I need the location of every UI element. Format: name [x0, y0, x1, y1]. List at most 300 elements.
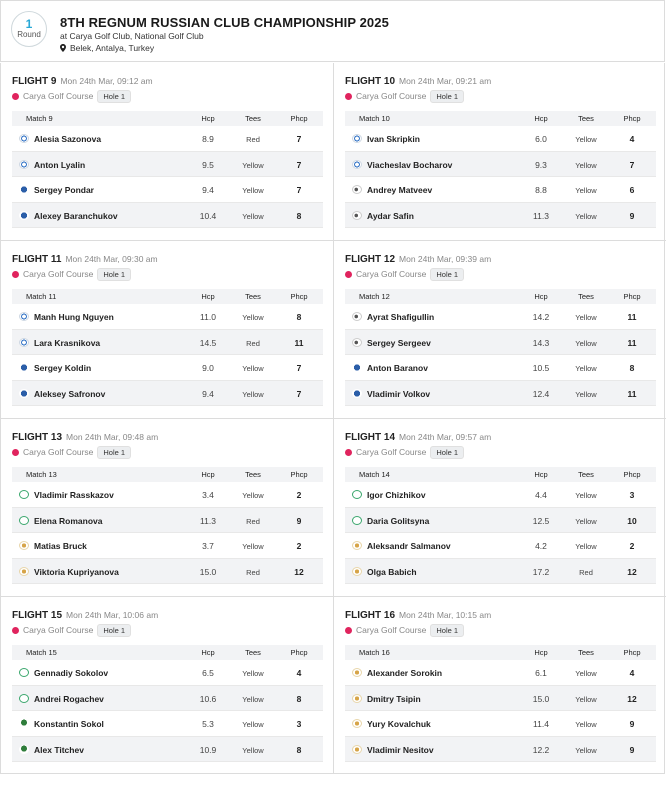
player-row[interactable] — [345, 660, 656, 686]
player-row[interactable] — [345, 686, 656, 712]
player-hcp: 17.2 — [532, 566, 550, 577]
player-tees: Red — [579, 567, 593, 577]
flight-card[interactable] — [334, 241, 666, 418]
flight-name: FLIGHT 15 — [12, 610, 63, 621]
player-tees: Yellow — [575, 135, 597, 144]
flag-icon — [352, 160, 362, 169]
player-name[interactable]: Yury Kovalchuk — [367, 719, 431, 729]
hcp-header: Hcp — [534, 470, 548, 479]
player-name[interactable]: Igor Chizhikov — [367, 490, 426, 500]
player-row[interactable] — [12, 330, 323, 356]
flight-header — [12, 432, 158, 443]
course-line — [345, 90, 464, 103]
player-hcp: 3.4 — [202, 490, 214, 500]
crest-icon — [352, 745, 362, 754]
course-dot-icon — [12, 449, 19, 456]
flight-name: FLIGHT 12 — [345, 254, 396, 265]
player-name[interactable]: Vladimir Volkov — [367, 388, 431, 399]
player-name[interactable]: Elena Romanova — [34, 515, 103, 526]
phcp-header: Phcp — [290, 470, 308, 479]
player-hcp: 11.3 — [200, 515, 216, 526]
player-tees: Yellow — [242, 389, 264, 399]
player-name[interactable]: Viacheslav Bocharov — [367, 159, 453, 170]
player-phcp: 8 — [296, 693, 302, 704]
player-name[interactable]: Viktoria Kupriyanova — [34, 566, 119, 577]
club-icon — [352, 389, 362, 398]
player-name[interactable]: Andrey Matveev — [367, 185, 433, 195]
ring-icon — [19, 694, 29, 703]
bird-icon — [352, 338, 362, 347]
player-phcp: 11 — [627, 388, 637, 399]
player-name[interactable]: Sergey Koldin — [34, 363, 92, 373]
player-phcp: 12 — [627, 566, 637, 577]
player-hcp: 11.3 — [533, 210, 549, 221]
flight-card[interactable] — [1, 597, 333, 774]
hole-badge: Hole 1 — [430, 446, 464, 459]
player-phcp: 11 — [627, 337, 637, 348]
hcp-header: Hcp — [201, 470, 215, 479]
player-name[interactable]: Manh Hung Nguyen — [34, 312, 114, 322]
match-label: Match 12 — [359, 292, 390, 301]
player-phcp: 3 — [296, 719, 302, 729]
player-tees: Yellow — [242, 160, 264, 170]
player-row[interactable] — [12, 559, 323, 585]
player-row[interactable] — [12, 711, 323, 737]
bird-icon — [352, 185, 362, 194]
player-phcp: 2 — [629, 541, 635, 551]
player-row[interactable] — [345, 737, 656, 763]
match-table — [12, 111, 323, 228]
player-name[interactable]: Aleksey Safronov — [34, 388, 106, 399]
player-phcp: 9 — [296, 515, 302, 526]
course-name: Carya Golf Course — [356, 625, 427, 635]
course-dot-icon — [345, 93, 352, 100]
flight-header — [345, 254, 491, 265]
match-label: Match 10 — [359, 114, 390, 123]
player-phcp: 2 — [296, 490, 302, 500]
player-tees: Yellow — [242, 694, 264, 704]
match-label: Match 9 — [26, 114, 53, 123]
crest-icon — [352, 694, 362, 703]
player-name[interactable]: Alexey Baranchukov — [34, 210, 118, 221]
player-hcp: 9.3 — [535, 159, 547, 170]
player-row[interactable] — [345, 533, 656, 559]
player-name[interactable]: Alexander Sorokin — [367, 668, 443, 678]
player-hcp: 9.5 — [202, 159, 214, 170]
tees-header: Tees — [578, 470, 594, 479]
flight-time: Mon 24th Mar, 09:57 am — [399, 432, 492, 442]
flag-icon — [19, 160, 29, 169]
phcp-header: Phcp — [623, 292, 641, 301]
player-name[interactable]: Olga Babich — [367, 566, 417, 577]
course-line — [12, 268, 131, 281]
person-icon — [19, 745, 29, 754]
course-dot-icon — [345, 449, 352, 456]
player-tees: Yellow — [242, 745, 264, 755]
course-name: Carya Golf Course — [23, 625, 94, 635]
ring-icon — [352, 490, 362, 499]
player-phcp: 2 — [296, 541, 302, 551]
flight-name: FLIGHT 11 — [12, 254, 62, 265]
hole-badge: Hole 1 — [97, 90, 131, 103]
player-phcp: 12 — [294, 566, 304, 577]
round-header — [0, 0, 665, 62]
round-badge — [11, 11, 47, 47]
player-row[interactable] — [12, 482, 323, 508]
flight-header — [345, 610, 491, 621]
flight-time: Mon 24th Mar, 09:39 am — [399, 254, 492, 264]
player-hcp: 15.0 — [532, 693, 550, 704]
player-row[interactable] — [345, 711, 656, 737]
player-phcp: 8 — [296, 210, 302, 221]
player-hcp: 12.2 — [532, 744, 550, 755]
player-row[interactable] — [12, 508, 323, 534]
player-row[interactable] — [12, 355, 323, 381]
player-phcp: 11 — [627, 312, 637, 322]
flight-name: FLIGHT 9 — [12, 76, 57, 87]
player-tees: Yellow — [242, 186, 264, 195]
player-tees: Yellow — [575, 389, 597, 399]
table-header — [345, 111, 656, 126]
player-phcp: 7 — [296, 363, 302, 373]
flight-header — [345, 432, 491, 443]
player-hcp: 6.5 — [202, 668, 214, 678]
player-tees: Yellow — [242, 313, 264, 322]
player-tees: Red — [246, 567, 260, 577]
player-row[interactable] — [345, 152, 656, 178]
flight-header — [345, 76, 491, 87]
phcp-header: Phcp — [290, 114, 308, 123]
course-dot-icon — [345, 627, 352, 634]
player-row[interactable] — [12, 381, 323, 407]
match-label: Match 15 — [26, 648, 57, 657]
player-row[interactable] — [12, 177, 323, 203]
match-table — [345, 111, 656, 228]
phcp-header: Phcp — [290, 648, 308, 657]
player-name[interactable]: Andrei Rogachev — [34, 693, 104, 704]
player-phcp: 8 — [296, 744, 302, 755]
player-phcp: 4 — [629, 668, 635, 678]
player-name[interactable]: Dmitry Tsipin — [367, 693, 421, 704]
course-line — [345, 624, 464, 637]
match-table — [345, 289, 656, 406]
club-icon — [352, 363, 362, 372]
course-dot-icon — [12, 271, 19, 278]
player-row[interactable] — [12, 126, 323, 152]
player-tees: Yellow — [575, 313, 597, 322]
match-table — [345, 467, 656, 584]
player-phcp: 3 — [629, 490, 635, 500]
player-hcp: 10.4 — [199, 210, 217, 221]
player-tees: Yellow — [575, 160, 597, 170]
player-phcp: 8 — [296, 312, 302, 322]
tees-header: Tees — [245, 470, 261, 479]
flag-icon — [19, 134, 29, 143]
table-header — [12, 645, 323, 660]
player-phcp: 11 — [294, 337, 304, 348]
table-header — [12, 467, 323, 482]
flight-time: Mon 24th Mar, 10:06 am — [66, 610, 159, 620]
player-hcp: 9.4 — [202, 185, 214, 195]
crest-icon — [352, 668, 362, 677]
tees-header: Tees — [245, 114, 261, 123]
player-name[interactable]: Aleksandr Salmanov — [367, 541, 451, 551]
crest-icon — [352, 541, 362, 550]
course-line — [12, 446, 131, 459]
player-tees: Yellow — [575, 669, 597, 678]
flight-header — [12, 254, 158, 265]
player-name[interactable]: Anton Baranov — [367, 363, 428, 373]
player-name[interactable]: Anton Lyalin — [34, 159, 86, 170]
match-label: Match 14 — [359, 470, 390, 479]
course-name: Carya Golf Course — [23, 269, 94, 279]
bird-icon — [352, 211, 362, 220]
bird-icon — [352, 312, 362, 321]
player-phcp: 7 — [296, 185, 302, 195]
player-phcp: 7 — [296, 134, 302, 144]
player-row[interactable] — [12, 152, 323, 178]
hcp-header: Hcp — [534, 292, 548, 301]
table-header — [345, 645, 656, 660]
phcp-header: Phcp — [623, 648, 641, 657]
player-hcp: 6.0 — [535, 134, 547, 144]
player-row[interactable] — [345, 330, 656, 356]
tees-header: Tees — [245, 648, 261, 657]
flight-time: Mon 24th Mar, 10:15 am — [399, 610, 492, 620]
venue-text: at Carya Golf Club, National Golf Club — [60, 31, 204, 41]
flight-time: Mon 24th Mar, 09:30 am — [65, 254, 158, 264]
player-phcp: 7 — [296, 159, 302, 170]
player-phcp: 9 — [629, 719, 635, 729]
hcp-header: Hcp — [201, 292, 215, 301]
player-hcp: 6.1 — [535, 668, 547, 678]
match-label: Match 11 — [26, 292, 57, 301]
player-row[interactable] — [345, 203, 656, 229]
player-hcp: 11.0 — [200, 312, 216, 322]
flight-name: FLIGHT 14 — [345, 432, 396, 443]
flight-name: FLIGHT 10 — [345, 76, 396, 87]
player-phcp: 8 — [629, 363, 635, 373]
player-tees: Yellow — [242, 669, 264, 678]
player-hcp: 9.0 — [202, 363, 214, 373]
player-row[interactable] — [345, 304, 656, 330]
player-hcp: 14.5 — [199, 337, 217, 348]
player-name[interactable]: Alex Titchev — [34, 744, 84, 755]
player-name[interactable]: Daria Golitsyna — [367, 515, 430, 526]
player-row[interactable] — [12, 737, 323, 763]
player-row[interactable] — [12, 660, 323, 686]
phcp-header: Phcp — [290, 292, 308, 301]
player-row[interactable] — [345, 126, 656, 152]
player-name[interactable]: Vladimir Rasskazov — [34, 490, 114, 500]
table-header — [345, 467, 656, 482]
player-tees: Yellow — [242, 720, 264, 729]
player-hcp: 5.3 — [202, 719, 214, 729]
player-hcp: 10.5 — [532, 363, 550, 373]
flight-time: Mon 24th Mar, 09:48 am — [66, 432, 159, 442]
course-name: Carya Golf Course — [356, 447, 427, 457]
player-hcp: 14.3 — [532, 337, 550, 348]
table-header — [345, 289, 656, 304]
player-tees: Yellow — [575, 694, 597, 704]
player-name[interactable]: Lara Krasnikova — [34, 337, 101, 348]
player-row[interactable] — [12, 304, 323, 330]
round-label: Round — [17, 30, 41, 39]
flight-card[interactable] — [1, 63, 333, 240]
course-dot-icon — [12, 627, 19, 634]
crest-icon — [19, 541, 29, 550]
phcp-header: Phcp — [623, 114, 641, 123]
course-dot-icon — [345, 271, 352, 278]
match-label: Match 13 — [26, 470, 57, 479]
crest-icon — [19, 567, 29, 576]
club-icon — [19, 389, 29, 398]
player-name[interactable]: Ivan Skripkin — [367, 134, 420, 144]
match-table — [12, 467, 323, 584]
flag-icon — [352, 134, 362, 143]
player-name[interactable]: Gennadiy Sokolov — [34, 668, 109, 678]
flight-header — [12, 610, 158, 621]
match-table — [12, 645, 323, 762]
hole-badge: Hole 1 — [430, 268, 464, 281]
flight-card[interactable] — [334, 63, 666, 240]
flights-grid — [0, 63, 665, 774]
player-hcp: 8.8 — [535, 185, 547, 195]
player-row[interactable] — [12, 533, 323, 559]
tees-header: Tees — [578, 114, 594, 123]
course-line — [12, 90, 131, 103]
flight-name: FLIGHT 16 — [345, 610, 396, 621]
player-phcp: 10 — [627, 515, 637, 526]
player-name[interactable]: Ayrat Shafigullin — [367, 312, 435, 322]
player-tees: Red — [246, 135, 260, 144]
player-phcp: 7 — [296, 388, 302, 399]
player-row[interactable] — [345, 381, 656, 407]
player-tees: Yellow — [575, 516, 597, 526]
tees-header: Tees — [578, 648, 594, 657]
player-hcp: 14.2 — [532, 312, 550, 322]
location-text — [60, 43, 154, 53]
player-row[interactable] — [12, 686, 323, 712]
player-tees: Yellow — [575, 338, 597, 348]
ring-icon — [352, 516, 362, 525]
player-row[interactable] — [345, 508, 656, 534]
match-table — [345, 645, 656, 762]
player-hcp: 10.9 — [199, 744, 217, 755]
player-hcp: 9.4 — [202, 388, 214, 399]
player-row[interactable] — [345, 355, 656, 381]
flight-name: FLIGHT 13 — [12, 432, 63, 443]
tees-header: Tees — [578, 292, 594, 301]
table-header — [12, 111, 323, 126]
player-tees: Yellow — [575, 542, 597, 551]
player-phcp: 9 — [629, 744, 635, 755]
player-name[interactable]: Matias Bruck — [34, 541, 87, 551]
phcp-header: Phcp — [623, 470, 641, 479]
flag-icon — [19, 338, 29, 347]
player-row[interactable] — [345, 177, 656, 203]
player-tees: Yellow — [575, 491, 597, 500]
player-hcp: 12.4 — [532, 388, 550, 399]
location-label: Belek, Antalya, Turkey — [70, 43, 155, 53]
flight-header — [12, 76, 153, 87]
player-hcp: 4.4 — [535, 490, 547, 500]
player-row[interactable] — [345, 482, 656, 508]
player-name[interactable]: Konstantin Sokol — [34, 719, 104, 729]
player-hcp: 10.6 — [199, 693, 217, 704]
player-row[interactable] — [345, 559, 656, 585]
hole-badge: Hole 1 — [97, 446, 131, 459]
player-tees: Red — [246, 516, 260, 526]
ring-icon — [19, 516, 29, 525]
player-hcp: 12.5 — [532, 515, 550, 526]
hcp-header: Hcp — [534, 648, 548, 657]
crest-icon — [352, 719, 362, 728]
course-line — [345, 268, 464, 281]
course-dot-icon — [12, 93, 19, 100]
player-row[interactable] — [12, 203, 323, 229]
player-phcp: 4 — [296, 668, 302, 678]
hcp-header: Hcp — [201, 114, 215, 123]
crest-icon — [352, 567, 362, 576]
flag-icon — [19, 312, 29, 321]
match-label: Match 16 — [359, 648, 390, 657]
flight-card[interactable] — [334, 597, 666, 774]
hcp-header: Hcp — [201, 648, 215, 657]
player-hcp: 3.7 — [202, 541, 214, 551]
player-tees: Red — [246, 338, 260, 348]
player-tees: Yellow — [575, 211, 597, 221]
player-tees: Yellow — [575, 364, 597, 373]
player-name[interactable]: Vladimir Nesitov — [367, 744, 434, 755]
hole-badge: Hole 1 — [430, 90, 464, 103]
course-name: Carya Golf Course — [23, 91, 94, 101]
course-line — [345, 446, 464, 459]
club-icon — [19, 363, 29, 372]
player-name[interactable]: Alesia Sazonova — [34, 134, 102, 144]
player-name[interactable]: Sergey Sergeev — [367, 337, 431, 348]
player-name[interactable]: Aydar Safin — [367, 210, 414, 221]
player-phcp: 4 — [629, 134, 635, 144]
hole-badge: Hole 1 — [430, 624, 464, 637]
course-name: Carya Golf Course — [356, 91, 427, 101]
player-tees: Yellow — [575, 745, 597, 755]
flight-card[interactable] — [1, 419, 333, 596]
page-title: 8TH REGNUM RUSSIAN CLUB CHAMPIONSHIP 2025 — [60, 15, 389, 30]
player-phcp: 9 — [629, 210, 635, 221]
ring-icon — [19, 668, 29, 677]
player-tees: Yellow — [242, 542, 264, 551]
player-tees: Yellow — [242, 364, 264, 373]
hole-badge: Hole 1 — [97, 268, 131, 281]
player-hcp: 8.9 — [202, 134, 214, 144]
flight-card[interactable] — [334, 419, 666, 596]
person-icon — [19, 719, 29, 728]
course-name: Carya Golf Course — [356, 269, 427, 279]
club-icon — [19, 185, 29, 194]
table-header — [12, 289, 323, 304]
player-tees: Yellow — [242, 211, 264, 221]
player-name[interactable]: Sergey Pondar — [34, 185, 94, 195]
flight-card[interactable] — [1, 241, 333, 418]
tees-header: Tees — [245, 292, 261, 301]
flight-time: Mon 24th Mar, 09:12 am — [60, 76, 153, 86]
hcp-header: Hcp — [534, 114, 548, 123]
player-phcp: 7 — [629, 159, 635, 170]
player-phcp: 6 — [629, 185, 635, 195]
player-tees: Yellow — [242, 491, 264, 500]
club-icon — [19, 211, 29, 220]
